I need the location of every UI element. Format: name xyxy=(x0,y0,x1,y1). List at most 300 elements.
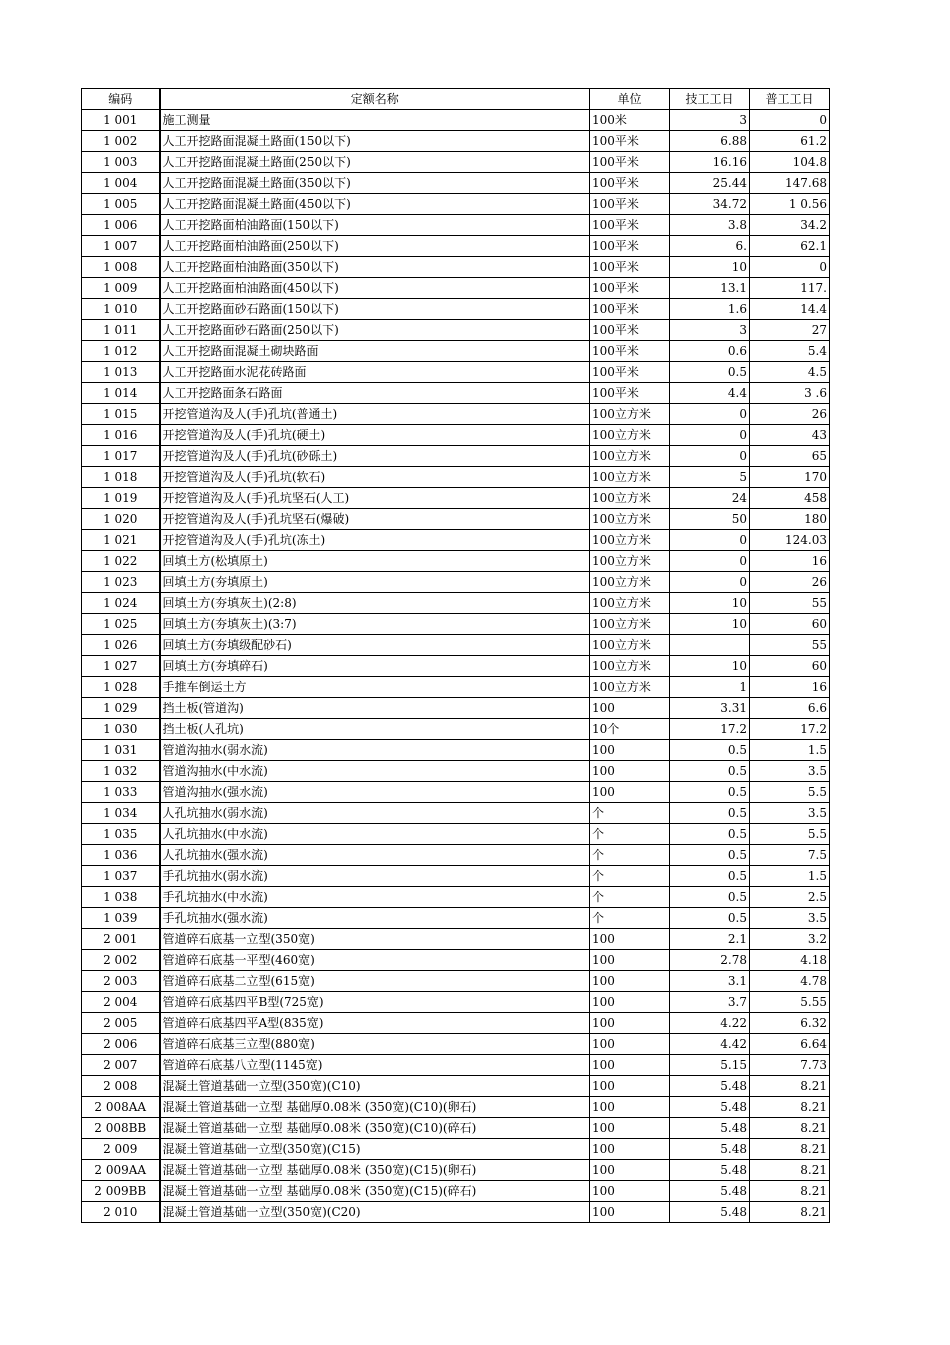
cell-unit[interactable]: 100平米 xyxy=(590,173,670,194)
cell-name[interactable]: 回填土方(松填原土) xyxy=(160,551,590,572)
cell-skilled-days[interactable]: 5.48 xyxy=(670,1202,750,1223)
cell-code[interactable]: 1 007 xyxy=(82,236,160,257)
table-row xyxy=(82,1118,830,1139)
cell-skilled-days[interactable]: 0 xyxy=(670,425,750,446)
cell-code[interactable]: 2 004 xyxy=(82,992,160,1013)
table-body xyxy=(82,110,830,1223)
cell-name[interactable]: 混凝土管道基础一立型(350宽)(C15) xyxy=(160,1139,590,1160)
table-row xyxy=(82,131,830,152)
cell-code[interactable]: 2 002 xyxy=(82,950,160,971)
cell-code[interactable]: 2 007 xyxy=(82,1055,160,1076)
cell-unit[interactable]: 100 xyxy=(590,950,670,971)
cell-general-days[interactable]: 458 xyxy=(750,488,830,509)
table-row xyxy=(82,803,830,824)
cell-general-days[interactable]: 3.5 xyxy=(750,761,830,782)
cell-name[interactable]: 开挖管道沟及人(手)孔坑坚石(爆破) xyxy=(160,509,590,530)
cell-name[interactable]: 挡土板(人孔坑) xyxy=(160,719,590,740)
header-row xyxy=(82,89,830,110)
cell-name[interactable]: 混凝土管道基础一立型 基础厚0.08米 (350宽)(C15)(卵石) xyxy=(160,1160,590,1181)
cell-name[interactable]: 人工开挖路面混凝土砌块路面 xyxy=(160,341,590,362)
cell-unit[interactable]: 100平米 xyxy=(590,215,670,236)
cell-name[interactable]: 手孔坑抽水(强水流) xyxy=(160,908,590,929)
cell-general-days[interactable]: 26 xyxy=(750,404,830,425)
cell-general-days[interactable]: 17.2 xyxy=(750,719,830,740)
cell-name[interactable]: 人工开挖路面砂石路面(150以下) xyxy=(160,299,590,320)
cell-code[interactable]: 1 018 xyxy=(82,467,160,488)
cell-code[interactable]: 1 026 xyxy=(82,635,160,656)
cell-unit[interactable]: 个 xyxy=(590,887,670,908)
cell-name[interactable]: 混凝土管道基础一立型(350宽)(C20) xyxy=(160,1202,590,1223)
cell-code[interactable]: 2 008 xyxy=(82,1076,160,1097)
cell-general-days[interactable]: 4.78 xyxy=(750,971,830,992)
cell-unit[interactable]: 100 xyxy=(590,740,670,761)
cell-general-days[interactable]: 117. xyxy=(750,278,830,299)
cell-skilled-days[interactable]: 5.48 xyxy=(670,1139,750,1160)
cell-code[interactable]: 1 030 xyxy=(82,719,160,740)
cell-code[interactable]: 1 023 xyxy=(82,572,160,593)
cell-general-days[interactable]: 8.21 xyxy=(750,1139,830,1160)
cell-unit[interactable]: 100立方米 xyxy=(590,677,670,698)
cell-unit[interactable]: 100 xyxy=(590,1076,670,1097)
cell-unit[interactable]: 100 xyxy=(590,1013,670,1034)
cell-name[interactable]: 混凝土管道基础一立型 基础厚0.08米 (350宽)(C15)(碎石) xyxy=(160,1181,590,1202)
table-row xyxy=(82,1202,830,1223)
cell-general-days[interactable]: 147.68 xyxy=(750,173,830,194)
cell-name[interactable]: 回填土方(夯填碎石) xyxy=(160,656,590,677)
cell-unit[interactable]: 100米 xyxy=(590,110,670,131)
cell-code[interactable]: 1 028 xyxy=(82,677,160,698)
cell-code[interactable]: 2 010 xyxy=(82,1202,160,1223)
table-row xyxy=(82,992,830,1013)
cell-general-days[interactable]: 55 xyxy=(750,635,830,656)
cell-unit[interactable]: 100平米 xyxy=(590,362,670,383)
cell-unit[interactable]: 100平米 xyxy=(590,152,670,173)
table-row xyxy=(82,866,830,887)
cell-code[interactable]: 1 027 xyxy=(82,656,160,677)
cell-skilled-days[interactable]: 5.48 xyxy=(670,1118,750,1139)
cell-name[interactable]: 回填土方(夯填灰土)(3:7) xyxy=(160,614,590,635)
table-row xyxy=(82,467,830,488)
cell-unit[interactable]: 个 xyxy=(590,803,670,824)
cell-skilled-days[interactable]: 17.2 xyxy=(670,719,750,740)
cell-unit[interactable]: 100 xyxy=(590,1202,670,1223)
cell-skilled-days[interactable]: 2.1 xyxy=(670,929,750,950)
cell-unit[interactable]: 100立方米 xyxy=(590,656,670,677)
cell-name[interactable]: 回填土方(夯填原土) xyxy=(160,572,590,593)
cell-unit[interactable]: 100 xyxy=(590,1097,670,1118)
cell-unit[interactable]: 100平米 xyxy=(590,194,670,215)
cell-skilled-days[interactable]: 0.5 xyxy=(670,761,750,782)
table-row xyxy=(82,1160,830,1181)
cell-skilled-days[interactable]: 0.5 xyxy=(670,782,750,803)
cell-code[interactable]: 2 009BB xyxy=(82,1181,160,1202)
table-row xyxy=(82,698,830,719)
cell-unit[interactable]: 100立方米 xyxy=(590,530,670,551)
cell-skilled-days[interactable]: 5.48 xyxy=(670,1160,750,1181)
cell-skilled-days[interactable]: 0.5 xyxy=(670,908,750,929)
cell-skilled-days[interactable]: 1 xyxy=(670,677,750,698)
table-row xyxy=(82,1139,830,1160)
cell-code[interactable]: 1 039 xyxy=(82,908,160,929)
cell-unit[interactable]: 100立方米 xyxy=(590,404,670,425)
cell-skilled-days[interactable]: 13.1 xyxy=(670,278,750,299)
cell-skilled-days[interactable]: 6.88 xyxy=(670,131,750,152)
table-row xyxy=(82,488,830,509)
cell-skilled-days[interactable]: 5.48 xyxy=(670,1181,750,1202)
cell-code[interactable]: 2 001 xyxy=(82,929,160,950)
cell-general-days[interactable]: 1.5 xyxy=(750,740,830,761)
cell-code[interactable]: 1 002 xyxy=(82,131,160,152)
cell-skilled-days[interactable]: 0 xyxy=(670,404,750,425)
cell-unit[interactable]: 100立方米 xyxy=(590,551,670,572)
cell-skilled-days[interactable]: 0.5 xyxy=(670,824,750,845)
cell-code[interactable]: 1 035 xyxy=(82,824,160,845)
cell-unit[interactable]: 100 xyxy=(590,929,670,950)
cell-name[interactable]: 开挖管道沟及人(手)孔坑(冻土) xyxy=(160,530,590,551)
cell-skilled-days[interactable]: 4.4 xyxy=(670,383,750,404)
cell-general-days[interactable]: 180 xyxy=(750,509,830,530)
cell-general-days[interactable]: 4.18 xyxy=(750,950,830,971)
cell-skilled-days[interactable]: 50 xyxy=(670,509,750,530)
cell-skilled-days[interactable]: 24 xyxy=(670,488,750,509)
cell-general-days[interactable]: 6.64 xyxy=(750,1034,830,1055)
cell-code[interactable]: 1 032 xyxy=(82,761,160,782)
cell-unit[interactable]: 100 xyxy=(590,1034,670,1055)
cell-general-days[interactable]: 5.5 xyxy=(750,824,830,845)
cell-skilled-days[interactable]: 0 xyxy=(670,530,750,551)
cell-name[interactable]: 管道碎石底基四平B型(725宽) xyxy=(160,992,590,1013)
cell-name[interactable]: 人孔坑抽水(中水流) xyxy=(160,824,590,845)
cell-general-days[interactable]: 16 xyxy=(750,677,830,698)
cell-unit[interactable]: 100平米 xyxy=(590,383,670,404)
cell-general-days[interactable]: 8.21 xyxy=(750,1202,830,1223)
cell-name[interactable]: 人工开挖路面柏油路面(150以下) xyxy=(160,215,590,236)
cell-name[interactable]: 管道沟抽水(强水流) xyxy=(160,782,590,803)
cell-skilled-days[interactable]: 10 xyxy=(670,593,750,614)
cell-name[interactable]: 开挖管道沟及人(手)孔坑(砂砾土) xyxy=(160,446,590,467)
quota-table xyxy=(81,88,830,1223)
cell-name[interactable]: 开挖管道沟及人(手)孔坑(硬土) xyxy=(160,425,590,446)
cell-unit[interactable]: 100 xyxy=(590,782,670,803)
cell-code[interactable]: 1 017 xyxy=(82,446,160,467)
cell-name[interactable]: 人孔坑抽水(强水流) xyxy=(160,845,590,866)
cell-code[interactable]: 1 009 xyxy=(82,278,160,299)
table-row xyxy=(82,929,830,950)
cell-unit[interactable]: 100立方米 xyxy=(590,467,670,488)
cell-name[interactable]: 回填土方(夯填灰土)(2:8) xyxy=(160,593,590,614)
cell-name[interactable]: 管道碎石底基三立型(880宽) xyxy=(160,1034,590,1055)
cell-name[interactable]: 人工开挖路面柏油路面(350以下) xyxy=(160,257,590,278)
cell-general-days[interactable]: 1.5 xyxy=(750,866,830,887)
cell-unit[interactable]: 100 xyxy=(590,761,670,782)
cell-unit[interactable]: 100 xyxy=(590,971,670,992)
cell-skilled-days[interactable]: 25.44 xyxy=(670,173,750,194)
cell-skilled-days[interactable]: 5 xyxy=(670,467,750,488)
cell-code[interactable]: 2 005 xyxy=(82,1013,160,1034)
cell-skilled-days[interactable]: 0.5 xyxy=(670,845,750,866)
cell-unit[interactable]: 100 xyxy=(590,992,670,1013)
cell-general-days[interactable]: 170 xyxy=(750,467,830,488)
cell-unit[interactable]: 个 xyxy=(590,908,670,929)
cell-general-days[interactable]: 3 .6 xyxy=(750,383,830,404)
cell-general-days[interactable]: 27 xyxy=(750,320,830,341)
cell-general-days[interactable]: 1 0.56 xyxy=(750,194,830,215)
cell-code[interactable]: 1 004 xyxy=(82,173,160,194)
cell-skilled-days[interactable]: 10 xyxy=(670,257,750,278)
cell-name[interactable]: 开挖管道沟及人(手)孔坑(普通土) xyxy=(160,404,590,425)
cell-name[interactable]: 人工开挖路面柏油路面(450以下) xyxy=(160,278,590,299)
cell-general-days[interactable]: 124.03 xyxy=(750,530,830,551)
cell-unit[interactable]: 100立方米 xyxy=(590,593,670,614)
table-row xyxy=(82,761,830,782)
cell-name[interactable]: 人工开挖路面条石路面 xyxy=(160,383,590,404)
cell-skilled-days[interactable]: 0.5 xyxy=(670,362,750,383)
table-row xyxy=(82,740,830,761)
cell-general-days[interactable]: 8.21 xyxy=(750,1160,830,1181)
cell-code[interactable]: 1 001 xyxy=(82,110,160,131)
cell-name[interactable]: 开挖管道沟及人(手)孔坑(软石) xyxy=(160,467,590,488)
cell-skilled-days[interactable]: 10 xyxy=(670,614,750,635)
cell-code[interactable]: 1 010 xyxy=(82,299,160,320)
cell-skilled-days[interactable]: 2.78 xyxy=(670,950,750,971)
cell-skilled-days[interactable]: 4.22 xyxy=(670,1013,750,1034)
header-name[interactable]: 定额名称 xyxy=(160,89,590,110)
cell-general-days[interactable]: 8.21 xyxy=(750,1118,830,1139)
cell-general-days[interactable]: 16 xyxy=(750,551,830,572)
cell-unit[interactable]: 100立方米 xyxy=(590,425,670,446)
cell-name[interactable]: 手孔坑抽水(中水流) xyxy=(160,887,590,908)
cell-code[interactable]: 1 013 xyxy=(82,362,160,383)
cell-general-days[interactable]: 61.2 xyxy=(750,131,830,152)
cell-general-days[interactable]: 5.4 xyxy=(750,341,830,362)
table-row xyxy=(82,845,830,866)
table-row xyxy=(82,257,830,278)
table-row xyxy=(82,215,830,236)
cell-skilled-days[interactable]: 10 xyxy=(670,656,750,677)
cell-code[interactable]: 1 034 xyxy=(82,803,160,824)
cell-code[interactable]: 2 008BB xyxy=(82,1118,160,1139)
cell-code[interactable]: 2 009AA xyxy=(82,1160,160,1181)
cell-code[interactable]: 1 006 xyxy=(82,215,160,236)
header-general-days[interactable]: 普工工日 xyxy=(750,89,830,110)
cell-unit[interactable]: 100立方米 xyxy=(590,572,670,593)
cell-code[interactable]: 1 031 xyxy=(82,740,160,761)
cell-code[interactable]: 1 020 xyxy=(82,509,160,530)
header-code[interactable]: 编码 xyxy=(82,89,160,110)
cell-general-days[interactable]: 0 xyxy=(750,110,830,131)
cell-unit[interactable]: 100 xyxy=(590,698,670,719)
cell-name[interactable]: 回填土方(夯填级配砂石) xyxy=(160,635,590,656)
cell-unit[interactable]: 100 xyxy=(590,1160,670,1181)
cell-code[interactable]: 1 038 xyxy=(82,887,160,908)
cell-name[interactable]: 人工开挖路面混凝土路面(350以下) xyxy=(160,173,590,194)
table-row xyxy=(82,152,830,173)
cell-name[interactable]: 人工开挖路面混凝土路面(150以下) xyxy=(160,131,590,152)
cell-general-days[interactable]: 6.6 xyxy=(750,698,830,719)
cell-unit[interactable]: 10个 xyxy=(590,719,670,740)
cell-skilled-days[interactable]: 6. xyxy=(670,236,750,257)
cell-unit[interactable]: 100平米 xyxy=(590,299,670,320)
cell-skilled-days[interactable]: 4.42 xyxy=(670,1034,750,1055)
cell-code[interactable]: 1 005 xyxy=(82,194,160,215)
cell-name[interactable]: 混凝土管道基础一立型(350宽)(C10) xyxy=(160,1076,590,1097)
cell-skilled-days[interactable]: 5.48 xyxy=(670,1097,750,1118)
cell-general-days[interactable]: 8.21 xyxy=(750,1076,830,1097)
cell-general-days[interactable]: 65 xyxy=(750,446,830,467)
cell-general-days[interactable]: 60 xyxy=(750,614,830,635)
cell-unit[interactable]: 100 xyxy=(590,1181,670,1202)
cell-general-days[interactable]: 34.2 xyxy=(750,215,830,236)
cell-general-days[interactable]: 4.5 xyxy=(750,362,830,383)
cell-name[interactable]: 管道沟抽水(中水流) xyxy=(160,761,590,782)
header-unit[interactable]: 单位 xyxy=(590,89,670,110)
cell-code[interactable]: 1 019 xyxy=(82,488,160,509)
table-row xyxy=(82,1013,830,1034)
cell-code[interactable]: 1 015 xyxy=(82,404,160,425)
cell-code[interactable]: 1 011 xyxy=(82,320,160,341)
cell-general-days[interactable]: 3.2 xyxy=(750,929,830,950)
cell-unit[interactable]: 100平米 xyxy=(590,320,670,341)
cell-name[interactable]: 管道碎石底基八立型(1145宽) xyxy=(160,1055,590,1076)
cell-unit[interactable]: 100 xyxy=(590,1055,670,1076)
cell-general-days[interactable]: 2.5 xyxy=(750,887,830,908)
cell-unit[interactable]: 个 xyxy=(590,845,670,866)
table-row xyxy=(82,908,830,929)
cell-code[interactable]: 1 021 xyxy=(82,530,160,551)
cell-code[interactable]: 1 016 xyxy=(82,425,160,446)
cell-code[interactable]: 1 022 xyxy=(82,551,160,572)
cell-code[interactable]: 1 036 xyxy=(82,845,160,866)
cell-name[interactable]: 开挖管道沟及人(手)孔坑坚石(人工) xyxy=(160,488,590,509)
cell-unit[interactable]: 个 xyxy=(590,866,670,887)
cell-skilled-days[interactable]: 34.72 xyxy=(670,194,750,215)
cell-unit[interactable]: 100 xyxy=(590,1139,670,1160)
cell-name[interactable]: 管道碎石底基四平A型(835宽) xyxy=(160,1013,590,1034)
cell-code[interactable]: 1 025 xyxy=(82,614,160,635)
cell-unit[interactable]: 100立方米 xyxy=(590,635,670,656)
cell-unit[interactable]: 个 xyxy=(590,824,670,845)
cell-code[interactable]: 2 009 xyxy=(82,1139,160,1160)
cell-unit[interactable]: 100平米 xyxy=(590,278,670,299)
cell-code[interactable]: 1 037 xyxy=(82,866,160,887)
cell-general-days[interactable]: 14.4 xyxy=(750,299,830,320)
cell-code[interactable]: 1 012 xyxy=(82,341,160,362)
cell-name[interactable]: 人孔坑抽水(弱水流) xyxy=(160,803,590,824)
cell-skilled-days[interactable]: 0.5 xyxy=(670,740,750,761)
header-skilled-days[interactable]: 技工工日 xyxy=(670,89,750,110)
cell-general-days[interactable]: 104.8 xyxy=(750,152,830,173)
cell-name[interactable]: 管道碎石底基一平型(460宽) xyxy=(160,950,590,971)
cell-general-days[interactable]: 60 xyxy=(750,656,830,677)
cell-general-days[interactable]: 0 xyxy=(750,257,830,278)
table-row xyxy=(82,530,830,551)
cell-name[interactable]: 人工开挖路面砂石路面(250以下) xyxy=(160,320,590,341)
cell-general-days[interactable]: 7.5 xyxy=(750,845,830,866)
cell-name[interactable]: 人工开挖路面混凝土路面(250以下) xyxy=(160,152,590,173)
cell-general-days[interactable]: 55 xyxy=(750,593,830,614)
cell-general-days[interactable]: 62.1 xyxy=(750,236,830,257)
cell-unit[interactable]: 100平米 xyxy=(590,236,670,257)
cell-general-days[interactable]: 6.32 xyxy=(750,1013,830,1034)
cell-skilled-days[interactable]: 3 xyxy=(670,110,750,131)
cell-general-days[interactable]: 8.21 xyxy=(750,1181,830,1202)
cell-skilled-days[interactable]: 3.7 xyxy=(670,992,750,1013)
cell-name[interactable]: 人工开挖路面混凝土路面(450以下) xyxy=(160,194,590,215)
cell-general-days[interactable]: 5.55 xyxy=(750,992,830,1013)
cell-unit[interactable]: 100立方米 xyxy=(590,614,670,635)
cell-name[interactable]: 挡土板(管道沟) xyxy=(160,698,590,719)
table-row xyxy=(82,656,830,677)
cell-general-days[interactable]: 43 xyxy=(750,425,830,446)
cell-skilled-days[interactable]: 0 xyxy=(670,551,750,572)
cell-skilled-days[interactable]: 5.48 xyxy=(670,1076,750,1097)
cell-name[interactable]: 人工开挖路面柏油路面(250以下) xyxy=(160,236,590,257)
cell-general-days[interactable]: 3.5 xyxy=(750,908,830,929)
cell-name[interactable]: 管道碎石底基二立型(615宽) xyxy=(160,971,590,992)
cell-unit[interactable]: 100立方米 xyxy=(590,488,670,509)
table-row xyxy=(82,971,830,992)
cell-code[interactable]: 1 024 xyxy=(82,593,160,614)
cell-skilled-days[interactable]: 3 xyxy=(670,320,750,341)
cell-skilled-days[interactable]: 0.6 xyxy=(670,341,750,362)
cell-general-days[interactable]: 3.5 xyxy=(750,803,830,824)
cell-skilled-days[interactable]: 5.15 xyxy=(670,1055,750,1076)
cell-skilled-days[interactable]: 1.6 xyxy=(670,299,750,320)
cell-code[interactable]: 1 033 xyxy=(82,782,160,803)
cell-general-days[interactable]: 5.5 xyxy=(750,782,830,803)
cell-code[interactable]: 1 003 xyxy=(82,152,160,173)
cell-unit[interactable]: 100平米 xyxy=(590,131,670,152)
cell-name[interactable]: 混凝土管道基础一立型 基础厚0.08米 (350宽)(C10)(卵石) xyxy=(160,1097,590,1118)
cell-unit[interactable]: 100 xyxy=(590,1118,670,1139)
cell-skilled-days[interactable]: 3.31 xyxy=(670,698,750,719)
cell-unit[interactable]: 100立方米 xyxy=(590,446,670,467)
cell-code[interactable]: 2 008AA xyxy=(82,1097,160,1118)
cell-code[interactable]: 2 003 xyxy=(82,971,160,992)
cell-unit[interactable]: 100平米 xyxy=(590,257,670,278)
cell-skilled-days[interactable]: 0 xyxy=(670,446,750,467)
cell-name[interactable]: 手孔坑抽水(弱水流) xyxy=(160,866,590,887)
cell-skilled-days[interactable]: 3.8 xyxy=(670,215,750,236)
cell-skilled-days[interactable]: 0.5 xyxy=(670,803,750,824)
cell-skilled-days[interactable]: 0 xyxy=(670,572,750,593)
cell-unit[interactable]: 100平米 xyxy=(590,341,670,362)
cell-skilled-days[interactable]: 16.16 xyxy=(670,152,750,173)
cell-general-days[interactable]: 26 xyxy=(750,572,830,593)
cell-code[interactable]: 2 006 xyxy=(82,1034,160,1055)
table-row xyxy=(82,404,830,425)
cell-skilled-days[interactable] xyxy=(670,635,750,656)
table-row xyxy=(82,551,830,572)
cell-name[interactable]: 混凝土管道基础一立型 基础厚0.08米 (350宽)(C10)(碎石) xyxy=(160,1118,590,1139)
cell-unit[interactable]: 100立方米 xyxy=(590,509,670,530)
cell-name[interactable]: 施工测量 xyxy=(160,110,590,131)
cell-name[interactable]: 手推车倒运土方 xyxy=(160,677,590,698)
cell-skilled-days[interactable]: 3.1 xyxy=(670,971,750,992)
cell-code[interactable]: 1 014 xyxy=(82,383,160,404)
cell-general-days[interactable]: 7.73 xyxy=(750,1055,830,1076)
cell-code[interactable]: 1 029 xyxy=(82,698,160,719)
table-row xyxy=(82,887,830,908)
cell-name[interactable]: 管道碎石底基一立型(350宽) xyxy=(160,929,590,950)
cell-skilled-days[interactable]: 0.5 xyxy=(670,887,750,908)
cell-general-days[interactable]: 8.21 xyxy=(750,1097,830,1118)
cell-code[interactable]: 1 008 xyxy=(82,257,160,278)
cell-skilled-days[interactable]: 0.5 xyxy=(670,866,750,887)
cell-name[interactable]: 管道沟抽水(弱水流) xyxy=(160,740,590,761)
table-row xyxy=(82,425,830,446)
cell-name[interactable]: 人工开挖路面水泥花砖路面 xyxy=(160,362,590,383)
